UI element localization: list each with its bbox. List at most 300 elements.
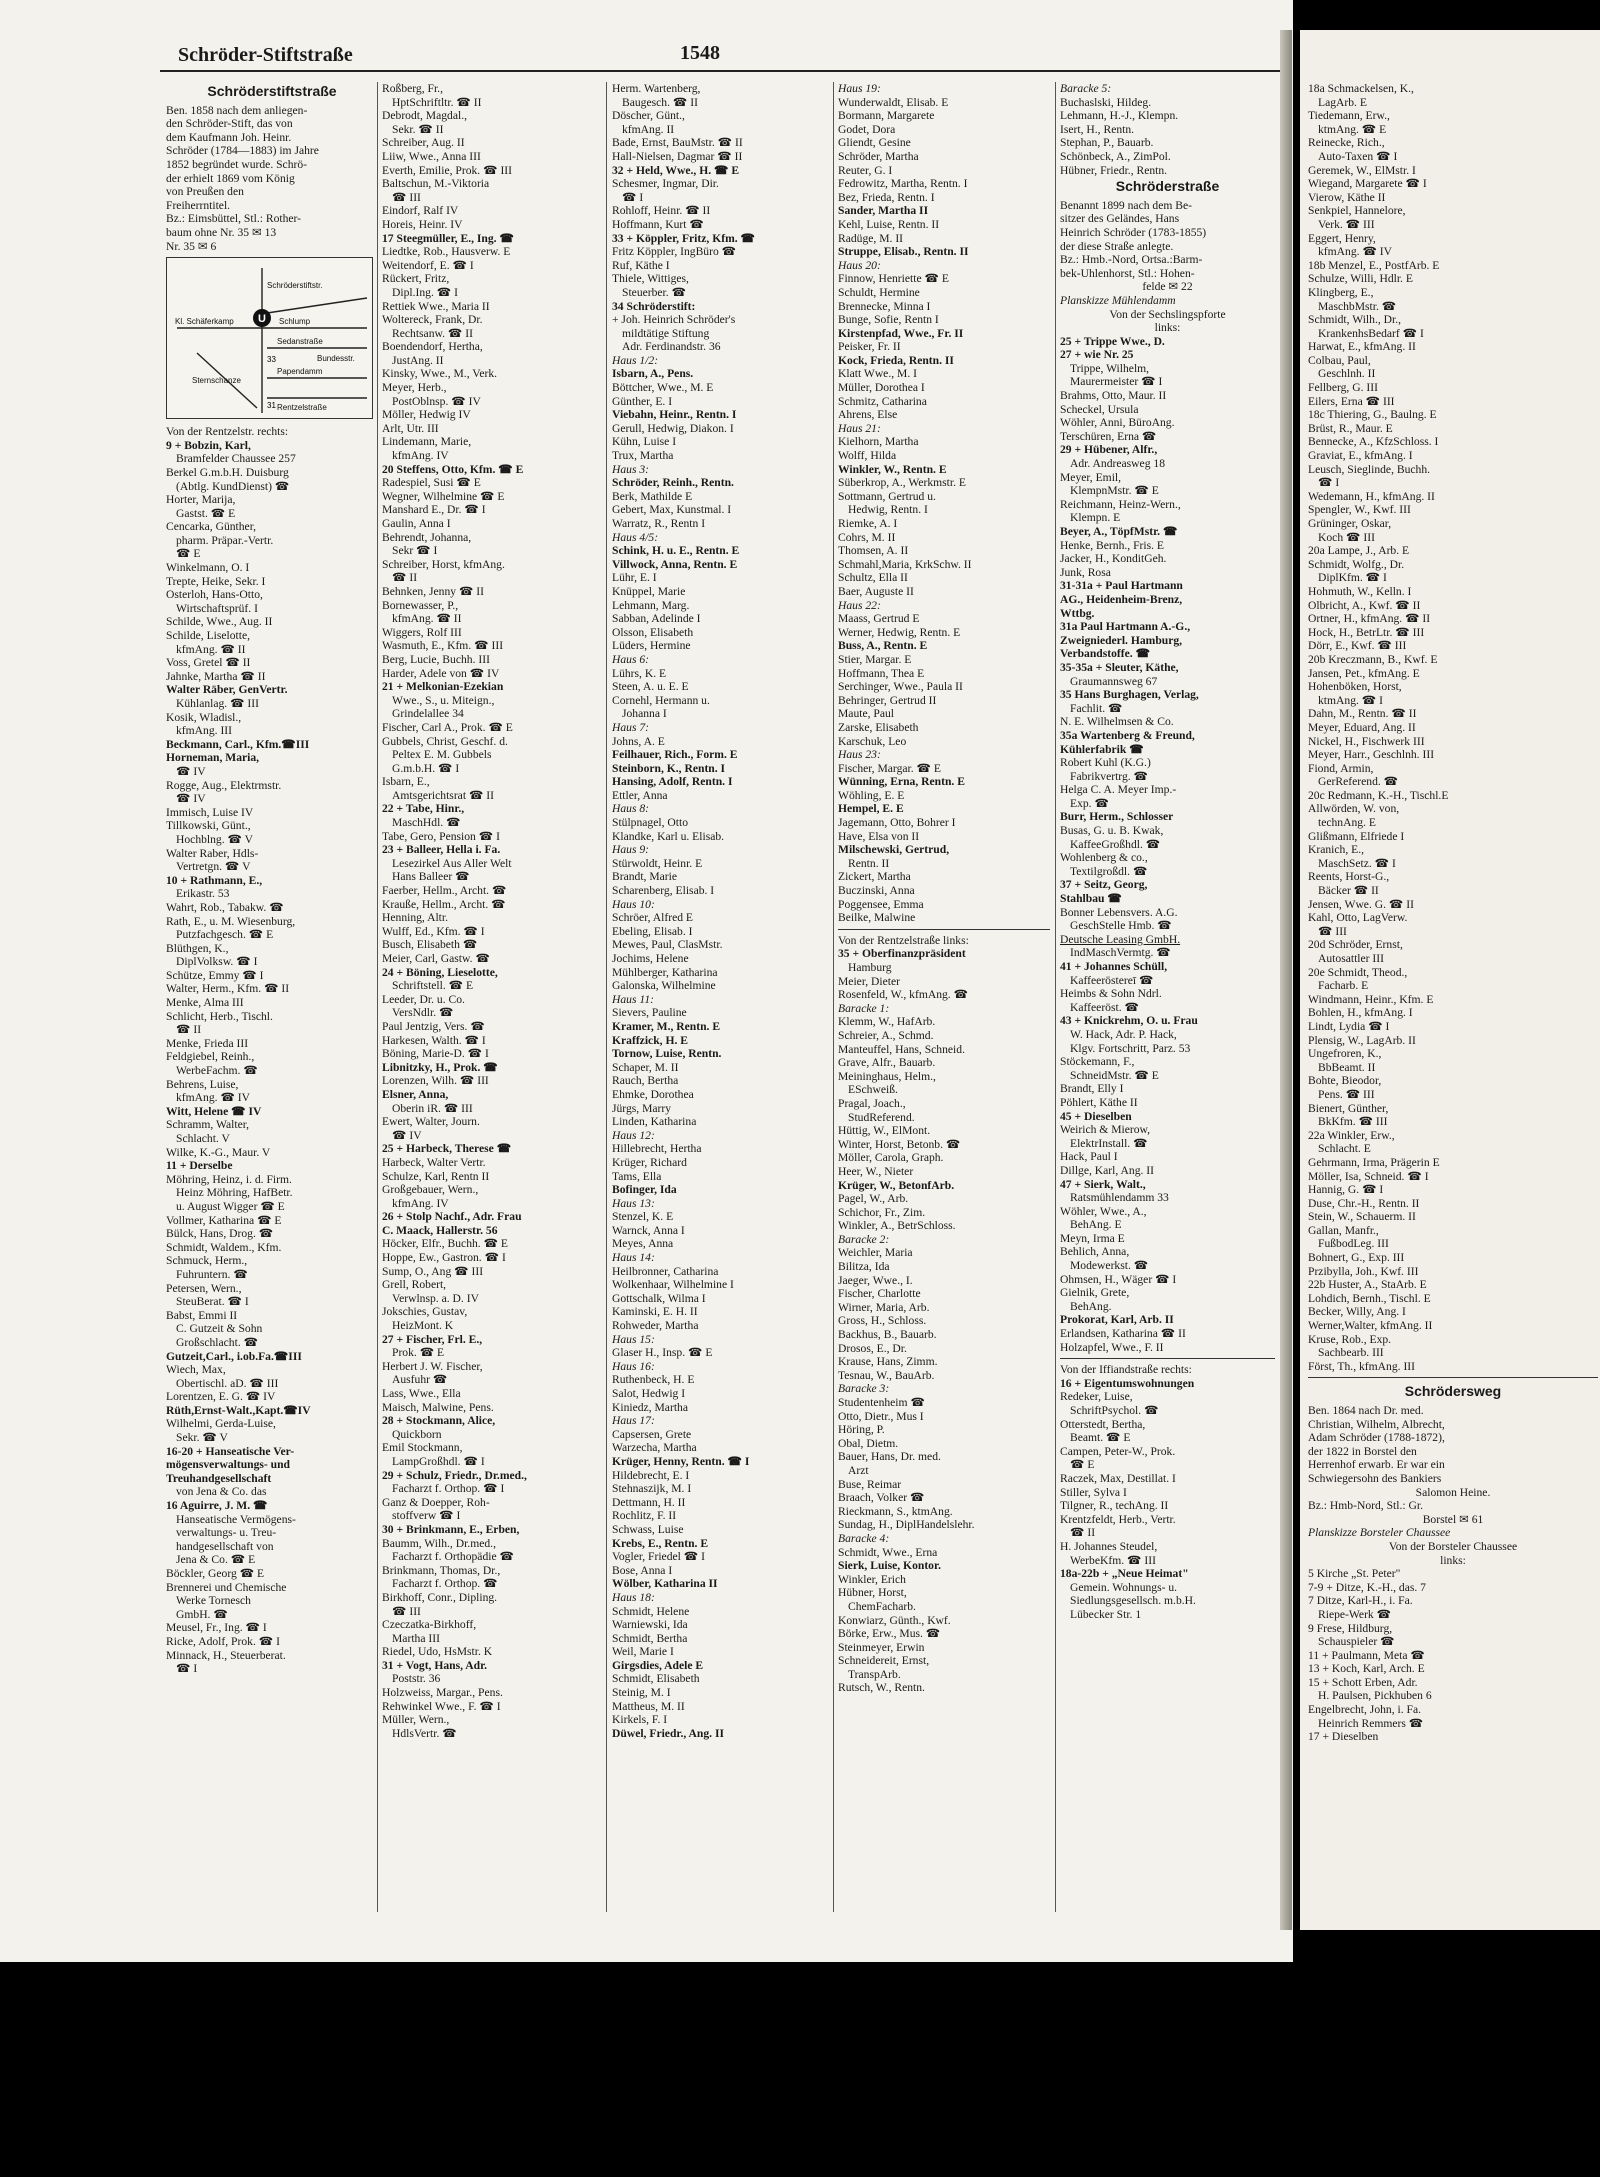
directory-entry: Schmidt, Wolfg., Dr.	[1308, 557, 1405, 571]
directory-entry: Reuter, G. I	[838, 163, 893, 177]
directory-entry: Baracke 1:	[838, 1001, 890, 1015]
directory-entry: 9 + Bobzin, Karl,	[166, 438, 251, 452]
directory-entry: Holzweiss, Margar., Pens.	[382, 1686, 503, 1700]
directory-entry: Grell, Robert,	[382, 1278, 447, 1292]
column-1	[166, 82, 378, 1922]
directory-entry: Cencarka, Günther,	[166, 520, 256, 534]
directory-entry: Tabe, Gero, Pension ☎ I	[382, 829, 500, 843]
directory-entry: Blüthgen, K.,	[166, 941, 229, 955]
directory-entry: Kühlanlag. ☎ III	[176, 697, 260, 710]
directory-entry: Gebert, Max, Kunstmal. I	[612, 503, 732, 517]
directory-entry: felde ✉ 22	[1142, 280, 1193, 294]
directory-entry: Werke Tornesch	[176, 1594, 251, 1608]
directory-entry: Hohmuth, W., Kelln. I	[1308, 584, 1412, 598]
directory-entry: Sievers, Pauline	[612, 1006, 687, 1020]
directory-entry: Schmuck, Herm.,	[166, 1254, 248, 1268]
directory-entry: PostOblnsp. ☎ IV	[392, 394, 481, 408]
directory-entry: Helga C. A. Meyer Imp.-	[1060, 783, 1177, 797]
directory-entry: Schmidt, Waldem., Kfm.	[166, 1240, 282, 1254]
directory-entry: Feldgiebel, Reinh.,	[166, 1050, 255, 1064]
directory-entry: Woltereck, Frank, Dr.	[382, 313, 483, 327]
directory-entry: Meier, Carl, Gastw. ☎	[382, 952, 490, 965]
directory-entry: H. Johannes Steudel,	[1060, 1539, 1158, 1553]
directory-entry: Beilke, Malwine	[838, 911, 916, 925]
directory-entry: G.m.b.H. ☎ I	[392, 761, 460, 775]
directory-entry: Weil, Marie I	[612, 1645, 674, 1659]
directory-entry: Riedel, Udo, HsMstr. K	[382, 1645, 493, 1659]
directory-entry: Knüppel, Marie	[612, 584, 686, 598]
directory-entry: Auto-Taxen ☎ I	[1318, 149, 1398, 163]
directory-entry: Sachbearb. III	[1318, 1346, 1384, 1360]
directory-entry: Von der Iffiandstraße rechts:	[1060, 1363, 1192, 1377]
directory-entry: Herrenhof erwarb. Er war ein	[1308, 1458, 1445, 1472]
directory-entry: Berg, Lucie, Buchh. III	[382, 652, 490, 666]
directory-entry: links:	[1440, 1553, 1466, 1567]
directory-entry: Autosattler III	[1318, 952, 1384, 965]
directory-entry: W. Hack, Adr. P. Hack,	[1070, 1027, 1177, 1041]
directory-entry: Struppe, Elisab., Rentn. II	[838, 245, 969, 259]
column-divider	[606, 82, 607, 1912]
directory-entry: Wttbg.	[1060, 606, 1095, 620]
directory-entry: Johanna I	[622, 707, 667, 721]
directory-entry: WerbeFachm. ☎	[176, 1064, 258, 1078]
directory-entry: GmbH. ☎	[176, 1607, 228, 1621]
directory-entry: stoffverw ☎ I	[392, 1509, 461, 1523]
directory-entry: 20a Lampe, J., Arb. E	[1308, 544, 1410, 558]
directory-entry: Ewert, Walter, Journ.	[382, 1115, 480, 1129]
directory-entry: 7-9 + Ditze, K.-H., das. 7	[1308, 1580, 1426, 1594]
directory-entry: Pragal, Joach.,	[838, 1096, 906, 1110]
directory-entry: Behrendt, Johanna,	[382, 530, 472, 544]
directory-entry: ☎ E	[176, 547, 201, 561]
directory-entry: Erlandsen, Katharina ☎ II	[1060, 1327, 1186, 1341]
directory-entry: Tilgner, R., techAng. II	[1060, 1499, 1169, 1513]
directory-entry: Fuhruntern. ☎	[176, 1267, 248, 1281]
directory-entry: Ohmsen, H., Wäger ☎ I	[1060, 1272, 1177, 1286]
street-heading: Schröderstiftstraße	[207, 85, 337, 99]
directory-entry: Rieckmann, S., ktmAng.	[838, 1504, 953, 1518]
directory-entry: Lass, Wwe., Ella	[382, 1387, 461, 1400]
directory-entry: kfmAng. II	[622, 122, 675, 136]
directory-entry: Poggensee, Emma	[838, 897, 924, 911]
directory-entry: Bz.: Hmb.-Nord, Ortsa.:Barm-	[1060, 253, 1203, 267]
sketch-house-number: 33	[267, 355, 276, 365]
directory-entry: Krüger, W., BetonfArb.	[838, 1178, 955, 1192]
directory-entry: Haus 6:	[612, 652, 650, 666]
directory-entry: Kock, Frieda, Rentn. II	[838, 353, 954, 367]
street-heading: Schrödersweg	[1404, 1385, 1502, 1399]
directory-entry: 18c Thiering, G., Baulng. E	[1308, 408, 1437, 422]
directory-entry: Heilbronner, Catharina	[612, 1264, 719, 1278]
directory-entry: Krause, Hans, Zimm.	[838, 1355, 938, 1369]
directory-entry: Meusel, Fr., Ing. ☎ I	[166, 1621, 267, 1635]
directory-entry: Schlacht. V	[176, 1132, 230, 1145]
directory-entry: Klingberg, E.,	[1308, 285, 1374, 299]
directory-entry: Spengler, W., Kwf. III	[1308, 503, 1411, 517]
directory-entry: LampGroßhdl. ☎ I	[392, 1454, 485, 1468]
directory-entry: Stülpnagel, Otto	[612, 816, 688, 830]
directory-entry: Möller, Isa, Schneid. ☎ I	[1308, 1169, 1429, 1183]
directory-entry: Brahms, Otto, Maur. II	[1060, 389, 1167, 403]
directory-entry: Henning, Altr.	[382, 911, 449, 925]
directory-entry: Lindemann, Marie,	[382, 435, 472, 449]
directory-entry: Debrodt, Magdal.,	[382, 109, 468, 123]
directory-entry: ☎ III	[392, 190, 421, 204]
directory-entry: Schultz, Ella II	[838, 571, 908, 585]
directory-entry: Mewes, Paul, ClasMstr.	[612, 938, 723, 952]
directory-entry: Baugesch. ☎ II	[622, 95, 698, 109]
sketch-street-label: Rentzelstraße	[277, 403, 327, 413]
directory-entry: ☎ III	[392, 1604, 421, 1618]
directory-entry: 41 + Johannes Schüll,	[1060, 960, 1168, 973]
directory-entry: Jacker, H., KonditGeh.	[1060, 552, 1167, 566]
directory-entry: Haus 14:	[612, 1251, 655, 1265]
directory-entry: Hoffmann, Thea E	[838, 666, 925, 680]
directory-entry: Ettler, Anna	[612, 788, 668, 802]
directory-entry: Cohrs, M. II	[838, 530, 896, 544]
directory-entry: Schütze, Emmy ☎ I	[166, 968, 264, 982]
directory-entry: 17 Steegmüller, E., Ing. ☎	[382, 231, 514, 245]
directory-entry: Windmann, Heinr., Kfm. E	[1308, 992, 1434, 1006]
directory-entry: Süberkrop, A., Werkmstr. E	[838, 476, 966, 490]
directory-entry: Schaper, M. II	[612, 1060, 679, 1074]
directory-entry: SteuBerat. ☎ I	[176, 1295, 249, 1309]
directory-entry: Babst, Emmi II	[166, 1308, 238, 1322]
directory-entry: Sundag, H., DiplHandelslehr.	[838, 1518, 975, 1532]
directory-entry: Scheckel, Ursula	[1060, 402, 1139, 416]
directory-entry: Beyer, A., TöpfMstr. ☎	[1060, 525, 1178, 538]
directory-entry: Kirkels, F. I	[612, 1713, 668, 1727]
directory-entry: Herbert J. W. Fischer,	[382, 1359, 483, 1373]
directory-entry: Schröer, Alfred E	[612, 911, 693, 925]
directory-entry: Radespiel, Susi ☎ E	[382, 476, 481, 490]
directory-entry: Jensen, Wwe. G. ☎ II	[1308, 897, 1414, 911]
directory-entry: BkKfm. ☎ III	[1318, 1115, 1388, 1129]
sketch-street-label: Papendamm	[277, 367, 323, 377]
directory-entry: Lesezirkel Aus Aller Welt	[392, 856, 512, 870]
directory-entry: Schmidt, Wilh., Dr.,	[1308, 313, 1402, 327]
directory-entry: Drosos, E., Dr.	[838, 1341, 907, 1355]
directory-entry: Lehmann, H.-J., Klempn.	[1060, 109, 1179, 123]
directory-entry: Riepe-Werk ☎	[1318, 1607, 1392, 1621]
directory-entry: kfmAng. IV	[392, 449, 449, 463]
directory-entry: 29 + Schulz, Friedr., Dr.med.,	[382, 1468, 527, 1482]
directory-entry: Treuhandgesellschaft	[166, 1471, 272, 1485]
directory-entry: Deutsche Leasing GmbH.	[1060, 932, 1181, 946]
directory-entry: Haus 20:	[838, 258, 881, 272]
directory-entry: Harwat, E., kfmAng. II	[1308, 340, 1416, 354]
directory-entry: Stiller, Sylva I	[1060, 1485, 1127, 1499]
directory-entry: Leeder, Dr. u. Co.	[382, 992, 465, 1006]
column-3	[612, 82, 824, 1922]
directory-entry: Ahrens, Else	[838, 408, 898, 422]
directory-entry: Haus 17:	[612, 1414, 655, 1428]
directory-entry: Werner, Hedwig, Rentn. E	[838, 625, 961, 639]
directory-entry: 1852 begründet wurde. Schrö-	[166, 157, 308, 171]
directory-entry: Schröder (1784—1883) im Jahre	[166, 144, 319, 158]
directory-entry: Lorentzen, E. G. ☎ IV	[166, 1390, 276, 1404]
directory-entry: + Joh. Heinrich Schröder's	[612, 313, 736, 327]
directory-entry: Grüninger, Oskar,	[1308, 517, 1392, 530]
directory-entry: WerbeKfm. ☎ III	[1070, 1553, 1156, 1567]
directory-entry: Rohweder, Martha	[612, 1319, 699, 1333]
directory-entry: Prokorat, Karl, Arb. II	[1060, 1313, 1174, 1327]
sketch-street-label: Sedanstraße	[277, 337, 323, 347]
directory-entry: Haus 22:	[838, 598, 881, 612]
directory-entry: 35a Wartenberg & Freund,	[1060, 728, 1195, 742]
directory-entry: Stenzel, K. E	[612, 1210, 674, 1224]
directory-entry: Fritz Köppler, IngBüro ☎	[612, 245, 737, 259]
directory-entry: Zweigniederl. Hamburg,	[1060, 633, 1183, 647]
directory-entry: Meyn, Irma E	[1060, 1231, 1125, 1245]
directory-entry: Jansen, Pet., kfmAng. E	[1308, 666, 1420, 680]
directory-entry: kfmAng. ☎ II	[176, 642, 246, 656]
directory-entry: Elsner, Anna,	[382, 1087, 449, 1101]
directory-entry: Börke, Erw., Mus. ☎	[838, 1627, 941, 1641]
directory-entry: Fischer, Carl A., Prok. ☎ E	[382, 720, 513, 734]
directory-entry: Hock, H., BetrLtr. ☎ III	[1308, 625, 1425, 639]
directory-entry: Schneidereit, Ernst,	[838, 1654, 930, 1668]
directory-entry: 20e Schmidt, Theod.,	[1308, 965, 1408, 979]
directory-entry: Steuerber. ☎	[622, 285, 687, 299]
directory-entry: Schwass, Luise	[612, 1522, 684, 1536]
directory-entry: Hillebrecht, Hertha	[612, 1142, 702, 1156]
directory-entry: Haus 19:	[838, 82, 881, 95]
directory-entry: Meyer, Herb.,	[382, 381, 447, 395]
directory-entry: Nr. 35 ✉ 6	[166, 239, 217, 253]
directory-entry: Haus 11:	[612, 992, 654, 1006]
directory-entry: ☎ I	[1318, 476, 1340, 490]
sketch-house-number: 31	[267, 401, 276, 411]
directory-entry: Adr. Ferdinandstr. 36	[622, 340, 721, 354]
directory-entry: Schmidt, Elisabeth	[612, 1672, 700, 1686]
directory-entry: Junk, Rosa	[1060, 565, 1111, 579]
directory-entry: Riemke, A. I	[838, 517, 898, 530]
directory-entry: Wöhler, Anni, BüroAng.	[1060, 416, 1175, 430]
directory-entry: Pens. ☎ III	[1318, 1087, 1375, 1101]
directory-entry: Wiegand, Margarete ☎ I	[1308, 177, 1427, 191]
directory-entry: 29 + Hübener, Alfr.,	[1060, 443, 1158, 457]
directory-entry: Villwock, Anna, Rentn. E	[612, 557, 738, 571]
directory-entry: Benannt 1899 nach dem Be-	[1060, 198, 1193, 212]
directory-entry: Schichor, Fr., Zim.	[838, 1205, 926, 1219]
directory-entry: Böckler, Georg ☎ E	[166, 1567, 265, 1580]
directory-entry: Schmahl,Maria, KrkSchw. II	[838, 557, 972, 571]
directory-entry: der erhielt 1869 vom König	[166, 171, 295, 185]
directory-entry: 16 + Eigentumswohnungen	[1060, 1376, 1195, 1390]
directory-entry: technAng. E	[1318, 816, 1376, 830]
directory-entry: Isert, H., Rentn.	[1060, 122, 1135, 136]
directory-entry: 31a Paul Hartmann A.-G.,	[1060, 620, 1191, 634]
directory-entry: Buse, Reimar	[838, 1477, 902, 1491]
directory-entry: Lübecker Str. 1	[1070, 1607, 1142, 1621]
directory-entry: Sander, Martha II	[838, 204, 929, 218]
directory-entry: Ben. 1858 nach dem anliegen-	[166, 103, 308, 117]
directory-entry: Campen, Peter-W., Prok.	[1060, 1444, 1176, 1458]
directory-entry: Wöhler, Wwe., A.,	[1060, 1204, 1147, 1218]
directory-entry: Haus 9:	[612, 843, 650, 857]
directory-entry: Bäcker ☎ II	[1318, 884, 1379, 898]
directory-entry: Cornehl, Hermann u.	[612, 693, 710, 707]
directory-entry: Hildebrecht, E. I	[612, 1468, 690, 1482]
directory-entry: 11 + Paulmann, Meta ☎	[1308, 1648, 1425, 1662]
directory-entry: HeizMont. K	[392, 1319, 454, 1333]
directory-entry: Otterstedt, Bertha,	[1060, 1417, 1146, 1431]
directory-entry: KrankenhsBedarf ☎ I	[1318, 326, 1424, 340]
directory-entry: Haus 21:	[838, 421, 881, 435]
directory-entry: Stein, W., Schauerm. II	[1308, 1210, 1416, 1224]
directory-entry: Walter, Herm., Kfm. ☎ II	[166, 982, 290, 996]
directory-entry: 16-20 + Hanseatische Ver-	[166, 1444, 295, 1458]
directory-entry: Winkelmann, O. I	[166, 561, 250, 575]
directory-entry: Schramm, Walter,	[166, 1118, 250, 1132]
directory-entry: Graumannsweg 67	[1070, 674, 1158, 688]
directory-entry: Grindelallee 34	[392, 707, 464, 721]
directory-entry: SchneidMstr. ☎ E	[1070, 1068, 1159, 1082]
directory-entry: Kinsky, Wwe., M., Verk.	[382, 367, 498, 381]
directory-entry: Prok. ☎ E	[392, 1346, 445, 1360]
directory-entry: 17 + Dieselben	[1308, 1730, 1379, 1744]
directory-entry: Vertretgn. ☎ V	[176, 860, 251, 874]
directory-entry: 13 + Koch, Karl, Arch. E	[1308, 1662, 1425, 1676]
directory-entry: Menke, Alma III	[166, 996, 244, 1010]
directory-entry: Isbarn, E.,	[382, 775, 430, 789]
directory-entry: Haus 23:	[838, 748, 881, 762]
directory-entry: Haus 16:	[612, 1359, 655, 1373]
directory-entry: Erikastr. 53	[176, 887, 230, 901]
directory-entry: Brandt, Elly I	[1060, 1082, 1124, 1096]
directory-entry: Wulff, Ed., Kfm. ☎ I	[382, 924, 485, 938]
directory-entry: Kühlerfabrik ☎	[1060, 742, 1144, 756]
directory-entry: AG., Heidenheim-Brenz,	[1060, 592, 1183, 606]
directory-entry: Amtsgerichtsrat ☎ II	[392, 788, 495, 802]
directory-entry: Quickborn	[392, 1427, 442, 1441]
directory-entry: Redeker, Luise,	[1060, 1390, 1133, 1404]
directory-entry: Vollmer, Katharina ☎ E	[166, 1213, 282, 1227]
directory-entry: Krentzfeldt, Herb., Vertr.	[1060, 1512, 1176, 1526]
directory-entry: Bofinger, Ida	[612, 1183, 677, 1197]
directory-entry: Lührs, K. E	[612, 666, 667, 680]
directory-entry: Peisker, Fr. II	[838, 340, 901, 354]
directory-entry: Rentn. II	[848, 856, 890, 870]
directory-entry: Robert Kuhl (K.G.)	[1060, 756, 1151, 770]
directory-entry: Winkler, Erich	[838, 1572, 906, 1586]
directory-entry: Poststr. 36	[392, 1672, 441, 1686]
directory-entry: Fachlit. ☎	[1070, 701, 1123, 715]
directory-entry: Milschewski, Gertrud,	[838, 843, 950, 857]
directory-entry: Meyer, Emil,	[1060, 470, 1122, 484]
directory-entry: N. E. Wilhelmsen & Co.	[1060, 715, 1174, 729]
directory-entry: Facharzt f. Orthop. ☎ I	[392, 1482, 505, 1496]
directory-entry: Schuldt, Hermine	[838, 285, 920, 299]
directory-entry: 25 + Harbeck, Therese ☎	[382, 1142, 512, 1156]
directory-entry: Warnck, Anna I	[612, 1223, 685, 1237]
directory-entry: Colbau, Paul,	[1308, 353, 1371, 367]
directory-entry: Rechtsanw. ☎ II	[392, 326, 473, 340]
directory-entry: Voss, Gretel ☎ II	[166, 656, 251, 670]
directory-entry: Stephan, P., Bauarb.	[1060, 136, 1154, 150]
directory-entry: Harkesen, Walth. ☎ I	[382, 1033, 486, 1047]
directory-entry: Birkhoff, Conr., Dipling.	[382, 1590, 498, 1604]
directory-entry: TranspArb.	[848, 1667, 901, 1681]
directory-entry: Möller, Hedwig IV	[382, 408, 471, 422]
directory-entry: Terschüren, Erna ☎	[1060, 429, 1157, 443]
directory-entry: Nickel, H., Fischwerk III	[1308, 734, 1425, 748]
directory-entry: Sierk, Luise, Kontor.	[838, 1559, 941, 1573]
directory-entry: Gallan, Manfr.,	[1308, 1223, 1379, 1237]
directory-entry: Hansing, Adolf, Rentn. I	[612, 775, 733, 789]
directory-entry: Rauch, Bertha	[612, 1074, 679, 1088]
directory-entry: Ruf, Käthe I	[612, 258, 670, 272]
directory-entry: Tesnau, W., BauArb.	[838, 1368, 935, 1382]
section-rule	[1308, 1377, 1598, 1382]
directory-entry: Hoffmann, Kurt ☎	[612, 217, 704, 231]
directory-entry: Exp. ☎	[1070, 796, 1109, 810]
directory-entry: Wilke, K.-G., Maur. V	[166, 1145, 271, 1159]
directory-entry: Ortner, H., kfmAng. ☎ II	[1308, 612, 1431, 626]
directory-entry: Planskizze Mühlendamm	[1060, 293, 1176, 307]
directory-entry: Vogler, Friedel ☎ I	[612, 1550, 705, 1564]
directory-entry: Libnitzky, H., Prok. ☎	[382, 1060, 498, 1074]
directory-entry: Holzapfel, Wwe., F. II	[1060, 1340, 1164, 1354]
directory-entry: Jena & Co. ☎ E	[176, 1553, 256, 1567]
directory-entry: Wöhling, E. E	[838, 788, 905, 802]
directory-entry: Bauer, Hans, Dr. med.	[838, 1450, 941, 1464]
directory-entry: MaschSetz. ☎ I	[1318, 856, 1396, 870]
directory-entry: Schmidt, Helene	[612, 1604, 690, 1618]
directory-entry: Haus 10:	[612, 897, 655, 911]
directory-entry: verwaltungs- u. Treu-	[176, 1526, 277, 1540]
directory-entry: Klemm, W., HafArb.	[838, 1015, 936, 1029]
directory-entry: Haus 3:	[612, 462, 650, 476]
directory-entry: Höcker, Elfr., Buchh. ☎ E	[382, 1237, 509, 1251]
directory-entry: Plensig, W., LagArb. II	[1308, 1033, 1416, 1047]
directory-entry: Obertischl. aD. ☎ III	[176, 1376, 279, 1390]
directory-entry: Rochlitz, F. II	[612, 1509, 677, 1523]
directory-entry: IndMaschVermtg. ☎	[1070, 946, 1171, 960]
directory-entry: Klandke, Karl u. Elisab.	[612, 829, 725, 843]
directory-entry: Tillkowski, Günt.,	[166, 819, 251, 833]
directory-entry: Kramer, M., Rentn. E	[612, 1019, 721, 1033]
directory-entry: 23 + Balleer, Hella i. Fa.	[382, 843, 501, 857]
directory-entry: Freiherrntitel.	[166, 198, 231, 212]
directory-entry: Immisch, Luise IV	[166, 805, 254, 819]
directory-entry: Bose, Anna I	[612, 1563, 673, 1577]
directory-entry: 30 + Brinkmann, E., Erben,	[382, 1522, 520, 1536]
directory-entry: Rehwinkel Wwe., F. ☎ I	[382, 1699, 501, 1713]
directory-entry: Peltex E. M. Gubbels	[392, 748, 492, 762]
directory-entry: Rettiek Wwe., Maria II	[382, 299, 490, 313]
directory-entry: Liedtke, Rob., Hausverw. E	[382, 245, 511, 259]
directory-entry: Engelbrecht, John, i. Fa.	[1308, 1703, 1422, 1717]
directory-entry: Raczek, Max, Destillat. I	[1060, 1471, 1176, 1485]
directory-entry: Petersen, Wern.,	[166, 1281, 242, 1295]
directory-entry: Kosik, Wladisl.,	[166, 710, 242, 724]
directory-entry: Heinz Möhring, HafBetr.	[176, 1186, 293, 1200]
directory-entry: Kaffeeröst. ☎	[1070, 1000, 1139, 1014]
directory-entry: Horter, Marija,	[166, 493, 236, 507]
directory-entry: Baer, Auguste II	[838, 584, 914, 598]
column-2	[382, 82, 594, 1922]
sketch-street-label: Schlump	[279, 317, 311, 327]
directory-entry: Adam Schröder (1788-1872),	[1308, 1431, 1445, 1445]
directory-entry: DiplVolksw. ☎ I	[176, 955, 258, 969]
directory-entry: Allwörden, W. von,	[1308, 802, 1400, 816]
directory-entry: Haus 13:	[612, 1196, 655, 1210]
directory-entry: Capsersen, Grete	[612, 1427, 692, 1441]
directory-entry: Becker, Willy, Ang. I	[1308, 1305, 1406, 1319]
directory-entry: ChemFacharb.	[848, 1599, 916, 1613]
